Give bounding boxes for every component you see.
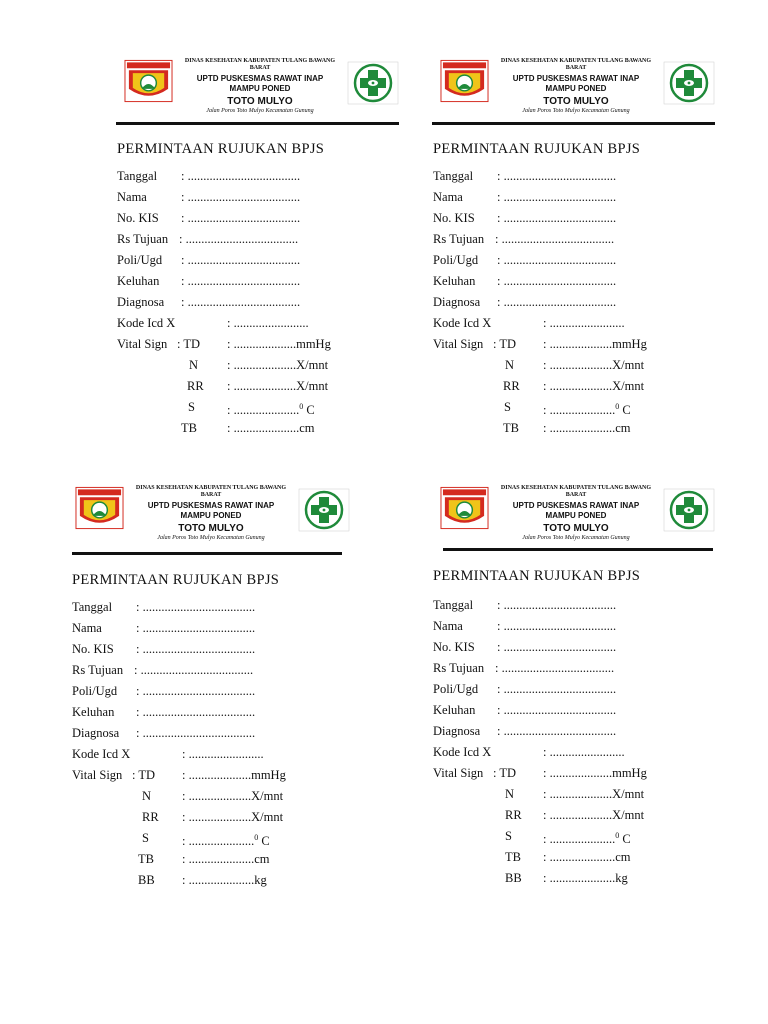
field-vital-bb	[433, 870, 733, 891]
s-label: S	[505, 829, 512, 843]
rs-tujuan-label: Rs Tujuan	[433, 661, 485, 675]
letterhead	[431, 482, 721, 544]
field-poli-ugd	[72, 683, 372, 704]
field-kode-icd	[433, 744, 733, 765]
field-nama	[433, 189, 733, 210]
td-label: : TD	[493, 337, 517, 351]
rr-blank: : ....................X/mnt	[543, 808, 645, 822]
keluhan-blank: : ....................................	[497, 274, 617, 288]
referral-form-top-right	[431, 55, 731, 475]
facility-name-line2: MAMPU PONED	[545, 511, 607, 520]
field-nama	[117, 189, 417, 210]
n-label: N	[505, 358, 515, 372]
field-no-kis	[433, 210, 733, 231]
field-tanggal	[433, 168, 733, 189]
bb-blank: : .....................kg	[182, 873, 267, 887]
tulang-bawang-barat-seal-icon	[440, 59, 489, 103]
facility-name-line2: MAMPU PONED	[545, 84, 607, 93]
agency-name: DINAS KESEHATAN KABUPATEN TULANG BAWANG BARAT	[184, 58, 336, 71]
td-label: : TD	[132, 768, 156, 782]
rs-tujuan-label: Rs Tujuan	[117, 232, 169, 246]
field-vital-tb	[117, 420, 417, 441]
td-blank: : ....................mmHg	[543, 766, 647, 780]
nama-blank: : ....................................	[181, 190, 301, 204]
field-tanggal	[433, 597, 733, 618]
puskesmas-cross-icon	[347, 61, 399, 105]
field-rs-tujuan	[433, 660, 733, 681]
kode-icd-label: Kode Icd X	[433, 316, 492, 330]
header-rule	[116, 122, 399, 125]
nama-blank: : ....................................	[136, 621, 256, 635]
vital-sign-label: Vital Sign	[72, 768, 123, 782]
field-nama	[433, 618, 733, 639]
agency-name: DINAS KESEHATAN KABUPATEN TULANG BAWANG BARAT	[500, 58, 652, 71]
nama-label: Nama	[72, 621, 102, 635]
vital-sign-label: Vital Sign	[433, 766, 484, 780]
form-title: PERMINTAAN RUJUKAN BPJS	[72, 572, 280, 588]
poli-ugd-blank: : ....................................	[497, 682, 617, 696]
rr-label: RR	[187, 379, 204, 393]
header-rule	[72, 552, 342, 555]
diagnosa-label: Diagnosa	[117, 295, 165, 309]
td-label: : TD	[493, 766, 517, 780]
poli-ugd-blank: : ....................................	[497, 253, 617, 267]
field-tanggal	[117, 168, 417, 189]
tulang-bawang-barat-seal-icon	[124, 59, 173, 103]
facility-name-line1: UPTD PUSKESMAS RAWAT INAP	[512, 501, 640, 510]
diagnosa-blank: : ....................................	[497, 295, 617, 309]
td-label: : TD	[177, 337, 201, 351]
field-kode-icd	[117, 315, 417, 336]
field-vital-rr	[72, 809, 372, 830]
s-label: S	[504, 400, 511, 414]
rs-tujuan-label: Rs Tujuan	[433, 232, 485, 246]
field-diagnosa	[72, 725, 372, 746]
nama-blank: : ....................................	[497, 619, 617, 633]
tb-label: TB	[505, 850, 521, 864]
n-label: N	[142, 789, 152, 803]
tanggal-blank: : ....................................	[181, 169, 301, 183]
no-kis-blank: : ....................................	[497, 211, 617, 225]
field-diagnosa	[433, 294, 733, 315]
header-rule	[432, 122, 715, 125]
tanggal-label: Tanggal	[433, 169, 474, 183]
field-vital-td	[72, 767, 372, 788]
kode-icd-blank: : ........................	[543, 745, 625, 759]
field-keluhan	[433, 702, 733, 723]
field-vital-s	[117, 399, 417, 420]
tb-blank: : .....................cm	[227, 421, 315, 435]
field-rs-tujuan	[433, 231, 733, 252]
form-fields	[72, 599, 372, 893]
kode-icd-blank: : ........................	[543, 316, 625, 330]
rr-label: RR	[505, 808, 522, 822]
tanggal-label: Tanggal	[117, 169, 158, 183]
facility-address: Jalan Poros Toto Mulyo Kecamatan Gunung	[206, 108, 314, 114]
facility-location: TOTO MULYO	[178, 523, 244, 534]
poli-ugd-label: Poli/Ugd	[433, 253, 479, 267]
field-vital-n	[117, 357, 417, 378]
poli-ugd-label: Poli/Ugd	[433, 682, 479, 696]
rs-tujuan-blank: : ....................................	[495, 661, 615, 675]
bb-label: BB	[505, 871, 522, 885]
field-rs-tujuan	[72, 662, 372, 683]
field-vital-n	[433, 786, 733, 807]
facility-address: Jalan Poros Toto Mulyo Kecamatan Gunung	[522, 108, 630, 114]
diagnosa-blank: : ....................................	[181, 295, 301, 309]
no-kis-label: No. KIS	[433, 640, 475, 654]
tanggal-blank: : ....................................	[136, 600, 256, 614]
td-blank: : ....................mmHg	[182, 768, 286, 782]
field-vital-rr	[433, 378, 733, 399]
diagnosa-blank: : ....................................	[136, 726, 256, 740]
n-blank: : ....................X/mnt	[543, 358, 645, 372]
field-poli-ugd	[433, 681, 733, 702]
no-kis-label: No. KIS	[72, 642, 114, 656]
kode-icd-label: Kode Icd X	[117, 316, 176, 330]
field-no-kis	[72, 641, 372, 662]
nama-label: Nama	[433, 190, 463, 204]
keluhan-blank: : ....................................	[497, 703, 617, 717]
tb-label: TB	[181, 421, 197, 435]
tanggal-label: Tanggal	[72, 600, 113, 614]
s-blank: : .....................$^0$ C	[543, 831, 631, 847]
field-vital-tb	[433, 849, 733, 870]
n-label: N	[189, 358, 199, 372]
field-vital-s	[72, 830, 372, 851]
referral-form-bottom-left	[66, 482, 366, 902]
nama-label: Nama	[117, 190, 147, 204]
n-blank: : ....................X/mnt	[182, 789, 284, 803]
field-vital-s	[433, 399, 733, 420]
nama-blank: : ....................................	[497, 190, 617, 204]
field-vital-s	[433, 828, 733, 849]
rs-tujuan-blank: : ....................................	[134, 663, 254, 677]
letterhead	[115, 55, 405, 117]
diagnosa-label: Diagnosa	[433, 724, 481, 738]
s-blank: : .....................$^0$ C	[543, 402, 631, 418]
td-blank: : ....................mmHg	[543, 337, 647, 351]
form-title: PERMINTAAN RUJUKAN BPJS	[433, 141, 641, 157]
poli-ugd-blank: : ....................................	[136, 684, 256, 698]
poli-ugd-label: Poli/Ugd	[72, 684, 118, 698]
field-vital-rr	[433, 807, 733, 828]
letterhead	[66, 482, 356, 544]
field-vital-n	[433, 357, 733, 378]
keluhan-label: Keluhan	[72, 705, 115, 719]
facility-location: TOTO MULYO	[227, 96, 293, 107]
field-vital-tb	[72, 851, 372, 872]
field-diagnosa	[117, 294, 417, 315]
keluhan-blank: : ....................................	[136, 705, 256, 719]
facility-name-line1: UPTD PUSKESMAS RAWAT INAP	[512, 74, 640, 83]
kode-icd-label: Kode Icd X	[433, 745, 492, 759]
keluhan-label: Keluhan	[433, 274, 476, 288]
field-kode-icd	[433, 315, 733, 336]
rr-blank: : ....................X/mnt	[227, 379, 329, 393]
rr-blank: : ....................X/mnt	[543, 379, 645, 393]
field-tanggal	[72, 599, 372, 620]
rr-blank: : ....................X/mnt	[182, 810, 284, 824]
form-title: PERMINTAAN RUJUKAN BPJS	[117, 141, 325, 157]
n-blank: : ....................X/mnt	[227, 358, 329, 372]
form-fields	[433, 597, 733, 891]
agency-name: DINAS KESEHATAN KABUPATEN TULANG BAWANG BARAT	[135, 485, 287, 498]
no-kis-blank: : ....................................	[181, 211, 301, 225]
facility-name-line1: UPTD PUSKESMAS RAWAT INAP	[196, 74, 324, 83]
letterhead	[431, 55, 721, 117]
facility-location: TOTO MULYO	[543, 96, 609, 107]
keluhan-blank: : ....................................	[181, 274, 301, 288]
s-blank: : .....................$^0$ C	[182, 833, 270, 849]
s-label: S	[142, 831, 149, 845]
tanggal-blank: : ....................................	[497, 598, 617, 612]
field-no-kis	[433, 639, 733, 660]
tb-blank: : .....................cm	[543, 850, 631, 864]
field-vital-td	[117, 336, 417, 357]
facility-name-line2: MAMPU PONED	[229, 84, 291, 93]
form-fields	[117, 168, 417, 441]
rs-tujuan-label: Rs Tujuan	[72, 663, 124, 677]
rr-label: RR	[142, 810, 159, 824]
tb-label: TB	[138, 852, 154, 866]
no-kis-blank: : ....................................	[136, 642, 256, 656]
referral-form-top-left	[115, 55, 415, 475]
keluhan-label: Keluhan	[433, 703, 476, 717]
form-title: PERMINTAAN RUJUKAN BPJS	[433, 568, 641, 584]
field-keluhan	[117, 273, 417, 294]
diagnosa-blank: : ....................................	[497, 724, 617, 738]
field-diagnosa	[433, 723, 733, 744]
s-label: S	[188, 400, 195, 414]
facility-name-line1: UPTD PUSKESMAS RAWAT INAP	[147, 501, 275, 510]
no-kis-blank: : ....................................	[497, 640, 617, 654]
n-label: N	[505, 787, 515, 801]
kode-icd-blank: : ........................	[182, 747, 264, 761]
poli-ugd-blank: : ....................................	[181, 253, 301, 267]
field-poli-ugd	[433, 252, 733, 273]
rr-label: RR	[503, 379, 520, 393]
field-keluhan	[72, 704, 372, 725]
tulang-bawang-barat-seal-icon	[440, 486, 489, 530]
diagnosa-label: Diagnosa	[433, 295, 481, 309]
field-vital-rr	[117, 378, 417, 399]
poli-ugd-label: Poli/Ugd	[117, 253, 163, 267]
tanggal-label: Tanggal	[433, 598, 474, 612]
facility-location: TOTO MULYO	[543, 523, 609, 534]
field-rs-tujuan	[117, 231, 417, 252]
field-keluhan	[433, 273, 733, 294]
field-no-kis	[117, 210, 417, 231]
field-kode-icd	[72, 746, 372, 767]
bb-blank: : .....................kg	[543, 871, 628, 885]
vital-sign-label: Vital Sign	[117, 337, 168, 351]
rs-tujuan-blank: : ....................................	[495, 232, 615, 246]
field-vital-td	[433, 765, 733, 786]
agency-name: DINAS KESEHATAN KABUPATEN TULANG BAWANG BARAT	[500, 485, 652, 498]
kode-icd-label: Kode Icd X	[72, 747, 131, 761]
no-kis-label: No. KIS	[117, 211, 159, 225]
field-vital-td	[433, 336, 733, 357]
header-rule	[443, 548, 713, 551]
field-vital-tb	[433, 420, 733, 441]
kode-icd-blank: : ........................	[227, 316, 309, 330]
rs-tujuan-blank: : ....................................	[179, 232, 299, 246]
nama-label: Nama	[433, 619, 463, 633]
field-vital-bb	[72, 872, 372, 893]
td-blank: : ....................mmHg	[227, 337, 331, 351]
tanggal-blank: : ....................................	[497, 169, 617, 183]
diagnosa-label: Diagnosa	[72, 726, 120, 740]
vital-sign-label: Vital Sign	[433, 337, 484, 351]
puskesmas-cross-icon	[298, 488, 350, 532]
facility-address: Jalan Poros Toto Mulyo Kecamatan Gunung	[522, 535, 630, 541]
puskesmas-cross-icon	[663, 488, 715, 532]
facility-name-line2: MAMPU PONED	[180, 511, 242, 520]
field-vital-n	[72, 788, 372, 809]
puskesmas-cross-icon	[663, 61, 715, 105]
form-fields	[433, 168, 733, 441]
tb-label: TB	[503, 421, 519, 435]
s-blank: : .....................$^0$ C	[227, 402, 315, 418]
tb-blank: : .....................cm	[543, 421, 631, 435]
keluhan-label: Keluhan	[117, 274, 160, 288]
facility-address: Jalan Poros Toto Mulyo Kecamatan Gunung	[157, 535, 265, 541]
tulang-bawang-barat-seal-icon	[75, 486, 124, 530]
bb-label: BB	[138, 873, 155, 887]
referral-form-bottom-right	[431, 482, 731, 902]
field-nama	[72, 620, 372, 641]
n-blank: : ....................X/mnt	[543, 787, 645, 801]
tb-blank: : .....................cm	[182, 852, 270, 866]
no-kis-label: No. KIS	[433, 211, 475, 225]
field-poli-ugd	[117, 252, 417, 273]
